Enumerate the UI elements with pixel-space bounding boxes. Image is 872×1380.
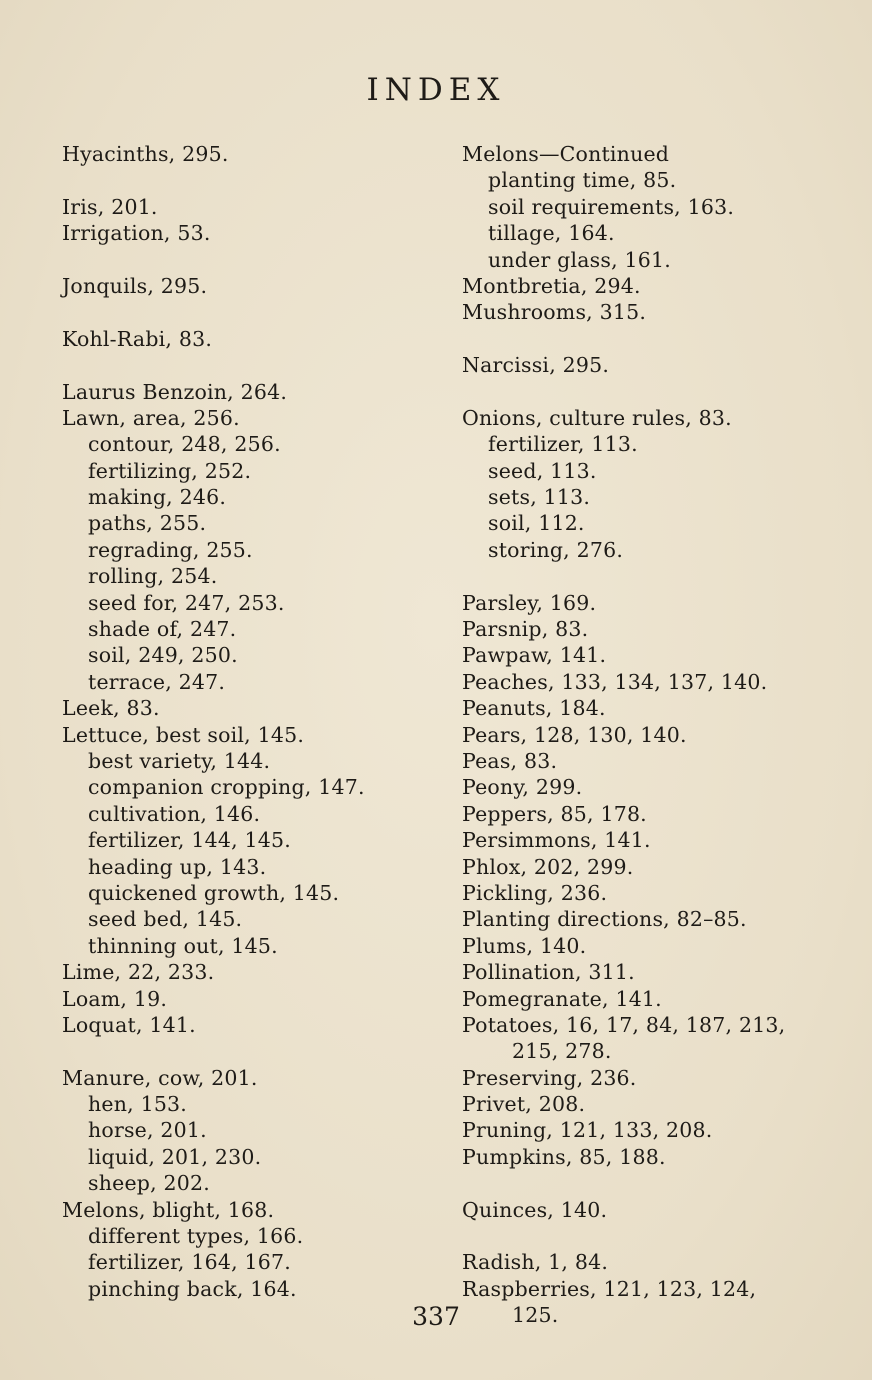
index-gap [62, 1038, 432, 1064]
index-subentry: fertilizer, 144, 145. [88, 828, 291, 853]
index-subentry: companion cropping, 147. [88, 775, 365, 800]
index-subentry: contour, 248, 256. [88, 432, 281, 457]
index-gap [62, 352, 432, 378]
index-entry: Kohl-Rabi, 83. [62, 326, 213, 351]
index-entry: Parsley, 169. [462, 590, 597, 615]
index-subentry: thinning out, 145. [88, 933, 278, 958]
index-entry: Planting directions, 82–85. [462, 907, 747, 932]
page-number: 337 [412, 1302, 460, 1331]
index-subentry: liquid, 201, 230. [88, 1144, 262, 1169]
index-subentry: rolling, 254. [88, 564, 218, 589]
index-subentry: cultivation, 146. [88, 801, 261, 826]
index-subentry: fertilizer, 164, 167. [88, 1250, 291, 1275]
index-entry: Montbretia, 294. [462, 273, 641, 298]
index-subentry: quickened growth, 145. [88, 880, 340, 905]
index-entry: Peanuts, 184. [462, 696, 606, 721]
index-subentry: heading up, 143. [88, 854, 267, 879]
index-gap [462, 379, 842, 405]
index-entry: Peppers, 85, 178. [462, 801, 647, 826]
index-subentry: terrace, 247. [88, 669, 226, 694]
index-entry: Hyacinths, 295. [62, 142, 229, 166]
index-gap [462, 1223, 842, 1249]
index-entry: Preserving, 236. [462, 1065, 637, 1090]
index-entry-continuation: 215, 278. [512, 1039, 612, 1064]
index-subentry: pinching back, 164. [88, 1276, 297, 1301]
index-entry: Pruning, 121, 133, 208. [462, 1118, 713, 1143]
index-subentry: soil, 112. [488, 511, 585, 536]
index-entry: Persimmons, 141. [462, 828, 651, 853]
index-subentry: hen, 153. [88, 1092, 188, 1117]
index-entry: Phlox, 202, 299. [462, 854, 634, 879]
index-entry: Radish, 1, 84. [462, 1250, 609, 1275]
index-subentry: making, 246. [88, 485, 227, 510]
index-entry: Melons—Continued [462, 142, 670, 166]
index-entry: Privet, 208. [462, 1092, 586, 1117]
index-entry: Loam, 19. [62, 986, 168, 1011]
index-entry-continuation: 125. [512, 1303, 559, 1328]
index-entry: Laurus Benzoin, 264. [62, 379, 288, 404]
index-subentry: horse, 201. [88, 1118, 207, 1143]
index-subentry: best variety, 144. [88, 748, 271, 773]
index-subentry: shade of, 247. [88, 617, 237, 642]
index-gap [62, 167, 432, 193]
index-subentry: under glass, 161. [488, 247, 671, 272]
index-subentry: seed, 113. [488, 458, 597, 483]
index-entry: Pawpaw, 141. [462, 643, 607, 668]
index-subentry: planting time, 85. [488, 168, 677, 193]
index-entry: Mushrooms, 315. [462, 300, 647, 325]
index-subentry: sets, 113. [488, 485, 591, 510]
index-entry: Raspberries, 121, 123, 124, [462, 1276, 757, 1301]
index-gap [62, 299, 432, 325]
index-entry: Parsnip, 83. [462, 617, 589, 642]
index-subentry: seed for, 247, 253. [88, 590, 285, 615]
index-entry: Leek, 83. [62, 696, 160, 721]
index-subentry: seed bed, 145. [88, 907, 243, 932]
index-subentry: paths, 255. [88, 511, 207, 536]
index-entry: Narcissi, 295. [462, 353, 610, 378]
index-entry: Pears, 128, 130, 140. [462, 722, 687, 747]
index-entry: Melons, blight, 168. [62, 1197, 275, 1222]
index-entry: Lawn, area, 256. [62, 405, 240, 430]
index-entry: Iris, 201. [62, 194, 158, 219]
index-gap [462, 1170, 842, 1196]
index-entry: Plums, 140. [462, 933, 587, 958]
index-entry: Pumpkins, 85, 188. [462, 1144, 666, 1169]
index-subentry: soil, 249, 250. [88, 643, 238, 668]
page-title: INDEX [366, 72, 506, 108]
index-subentry: fertilizer, 113. [488, 432, 638, 457]
index-entry: Manure, cow, 201. [62, 1065, 258, 1090]
index-entry: Jonquils, 295. [62, 273, 208, 298]
index-entry: Peas, 83. [462, 748, 558, 773]
index-subentry: fertilizing, 252. [88, 458, 252, 483]
index-entry: Potatoes, 16, 17, 84, 187, 213, [462, 1012, 786, 1037]
index-entry: Peaches, 133, 134, 137, 140. [462, 669, 768, 694]
index-subentry: regrading, 255. [88, 537, 253, 562]
index-entry: Onions, culture rules, 83. [462, 405, 732, 430]
index-entry: Peony, 299. [462, 775, 583, 800]
index-gap [462, 326, 842, 352]
index-gap [62, 247, 432, 273]
index-entry: Pickling, 236. [462, 880, 608, 905]
index-subentry: tillage, 164. [488, 221, 615, 246]
index-gap [462, 563, 842, 589]
index-subentry: soil requirements, 163. [488, 194, 735, 219]
index-entry: Irrigation, 53. [62, 221, 211, 246]
index-entry: Pomegranate, 141. [462, 986, 662, 1011]
index-subentry: different types, 166. [88, 1224, 304, 1249]
index-column-left [62, 141, 432, 1302]
index-entry: Lettuce, best soil, 145. [62, 722, 305, 747]
index-entry: Loquat, 141. [62, 1012, 196, 1037]
index-entry: Pollination, 311. [462, 960, 635, 985]
index-subentry: sheep, 202. [88, 1171, 210, 1196]
index-entry: Lime, 22, 233. [62, 960, 215, 985]
index-column-right [462, 141, 842, 1329]
index-entry: Quinces, 140. [462, 1197, 608, 1222]
index-subentry: storing, 276. [488, 537, 624, 562]
